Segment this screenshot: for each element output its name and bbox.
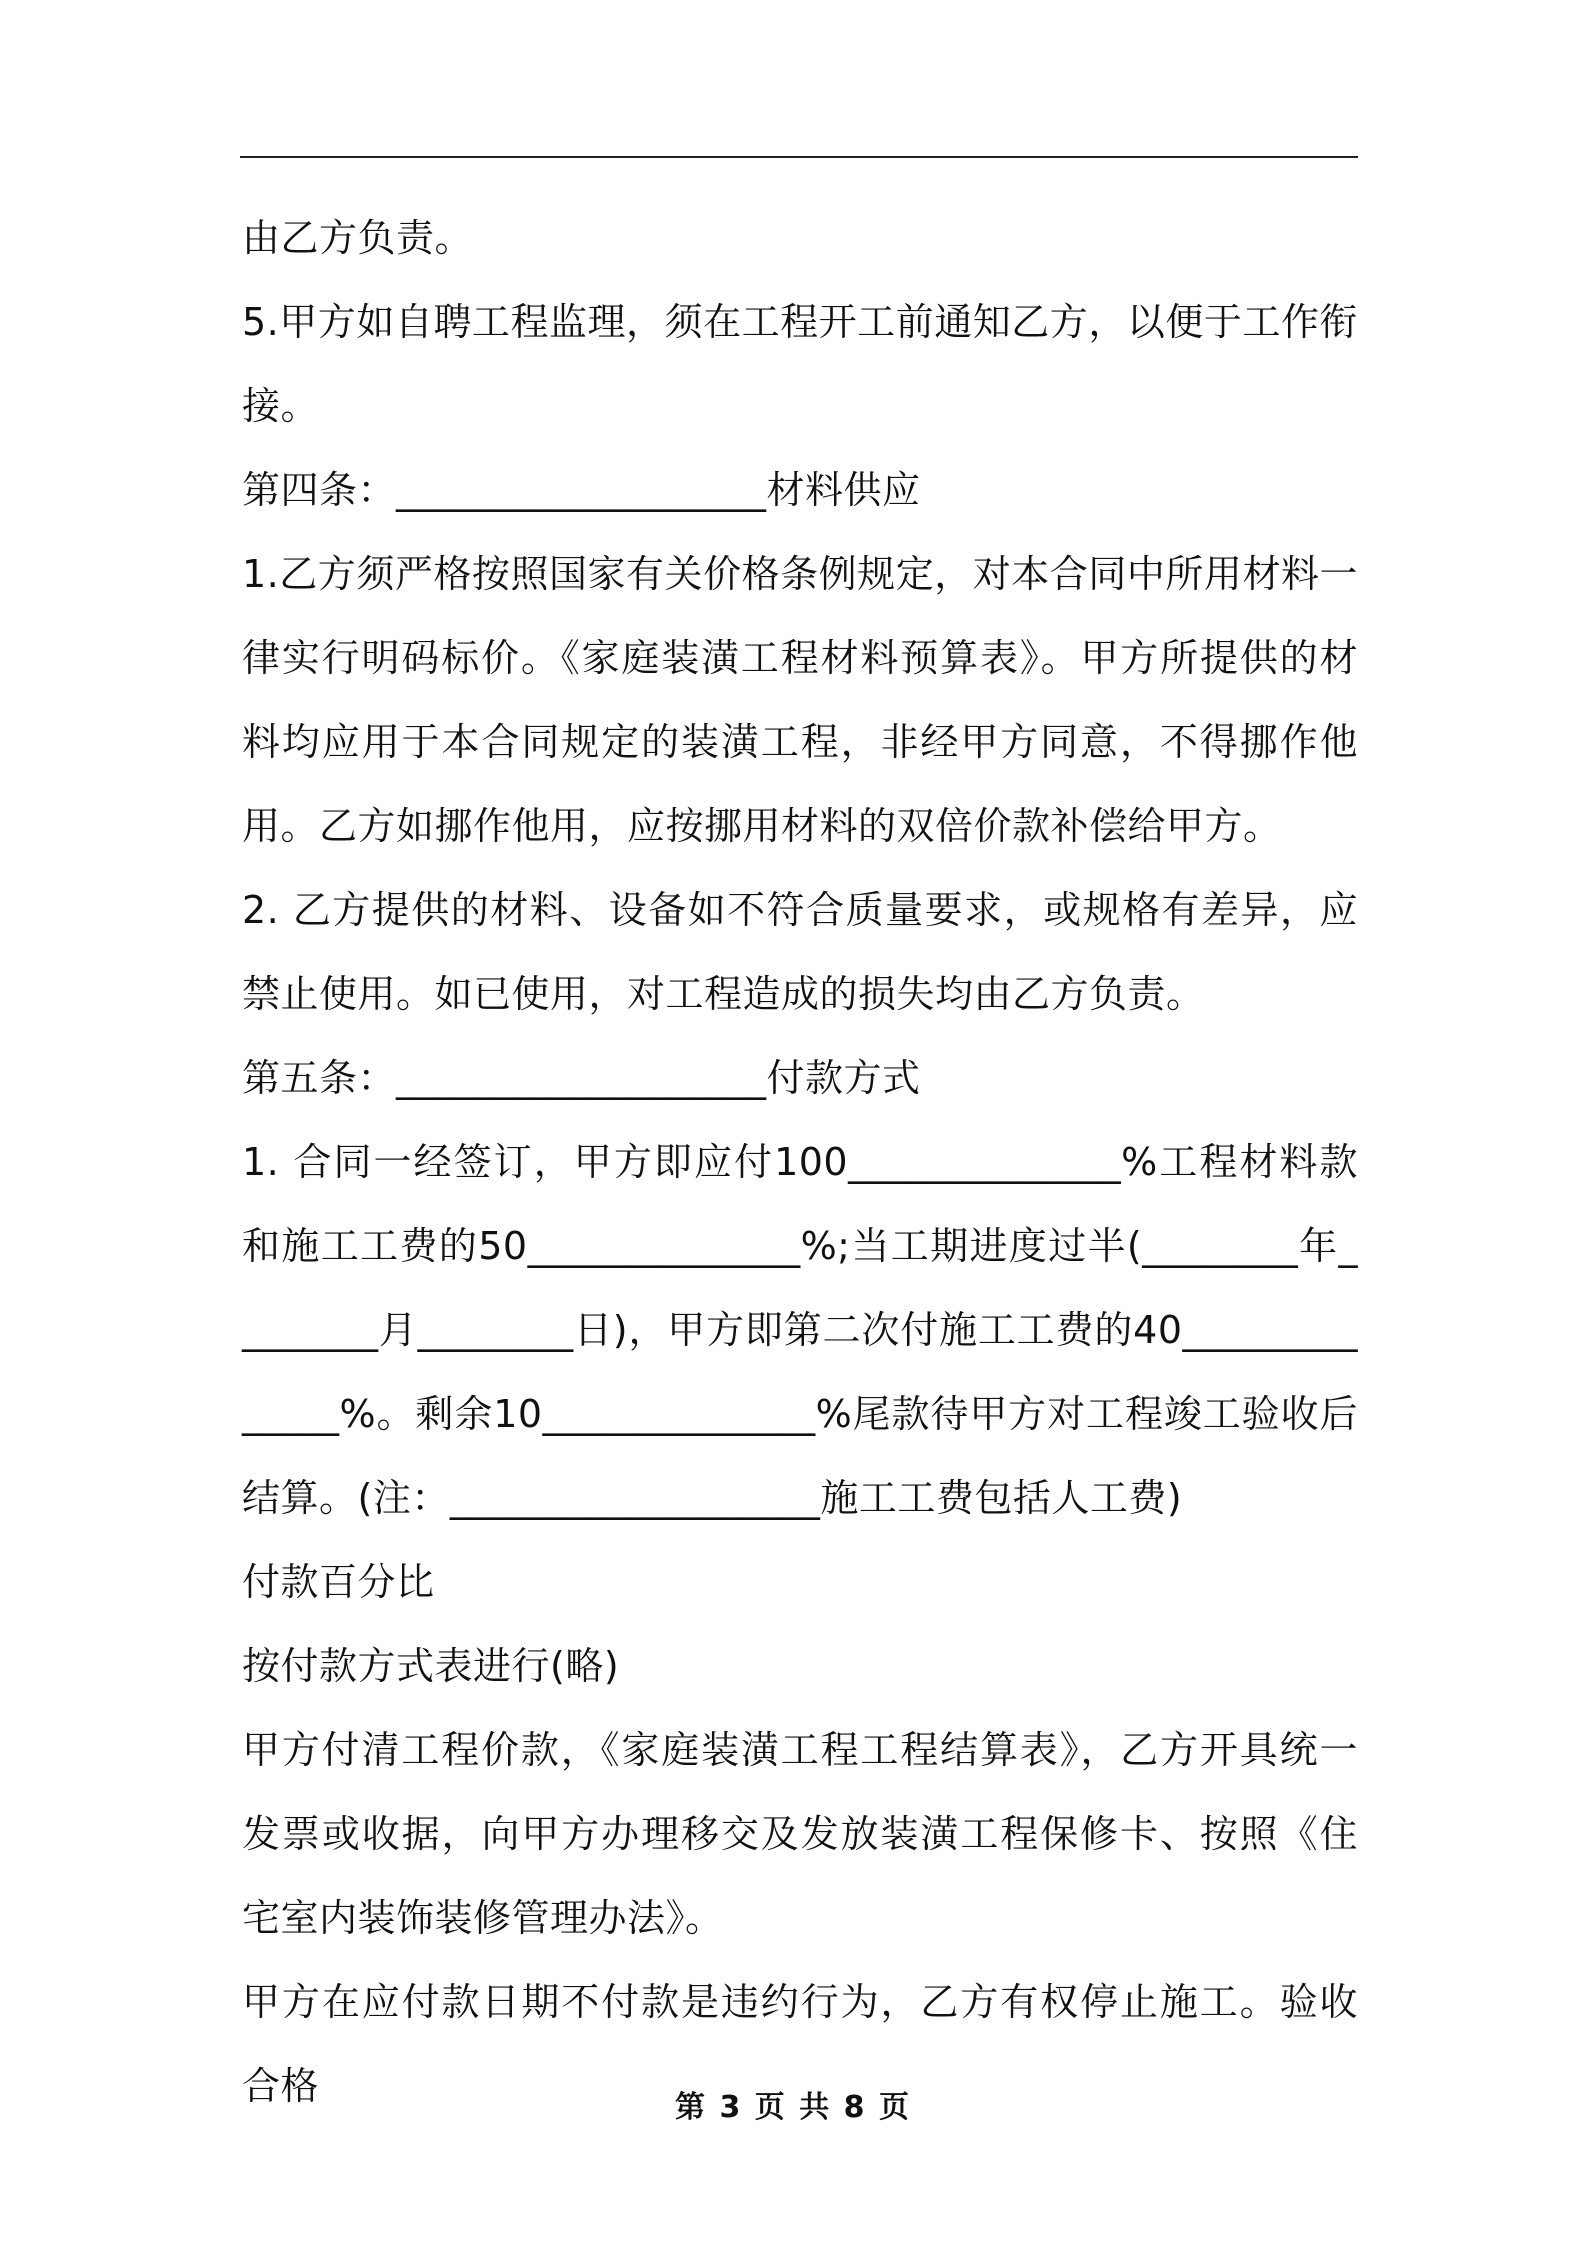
paragraph: 1. 合同一经签订，甲方即应付100______________%工程材料款和施工工费的50______________%;当工期进度过半(________年________月________日)，甲方即第二次付施工工费的40______________%。剩余10______________%尾款待甲方对工程竣工验收后结算。(注：___________________施工工费包括人工费) xyxy=(242,1140,1358,1520)
page-number: 第 3 页 共 8 页 xyxy=(675,2090,911,2125)
paragraph: 5.甲方如自聘工程监理，须在工程开工前通知乙方，以便于工作衔接。 xyxy=(242,300,1358,428)
section-heading-article-5: 第五条：___________________付款方式 xyxy=(242,1056,921,1100)
header-rule xyxy=(240,156,1358,158)
paragraph: 付款百分比 xyxy=(242,1560,435,1604)
paragraph: 1.乙方须严格按照国家有关价格条例规定，对本合同中所用材料一律实行明码标价。《家庭装潢工程材料预算表》。甲方所提供的材料均应用于本合同规定的装潢工程，非经甲方同意，不得挪作他用。乙方如挪作他用，应按挪用材料的双倍价款补偿给甲方。 xyxy=(242,552,1358,848)
paragraph: 按付款方式表进行(略) xyxy=(242,1644,620,1688)
document-body xyxy=(242,196,1358,2128)
paragraph: 甲方付清工程价款，《家庭装潢工程工程结算表》，乙方开具统一发票或收据，向甲方办理移交及发放装潢工程保修卡、按照《住宅室内装饰装修管理办法》。 xyxy=(242,1728,1358,1940)
paragraph: 甲方在应付款日期不付款是违约行为，乙方有权停止施工。验收合格 xyxy=(242,1980,1358,2108)
section-heading-article-4: 第四条：___________________材料供应 xyxy=(242,468,921,512)
paragraph: 由乙方负责。 xyxy=(242,216,474,260)
paragraph: 2. 乙方提供的材料、设备如不符合质量要求，或规格有差异，应禁止使用。如已使用，对工程造成的损失均由乙方负责。 xyxy=(242,888,1358,1016)
